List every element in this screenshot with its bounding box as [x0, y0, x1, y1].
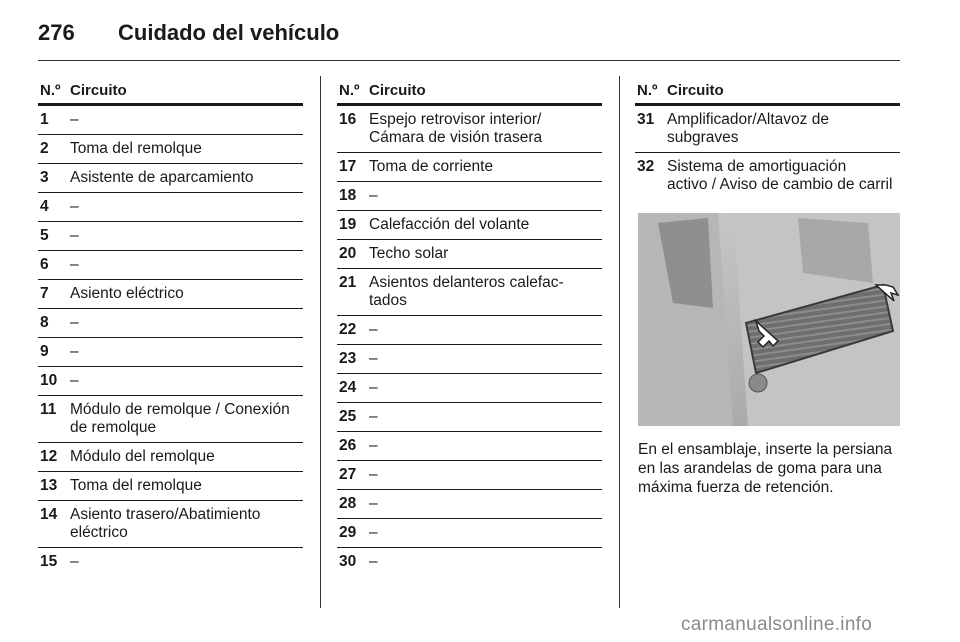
- fuse-number: 7: [40, 285, 49, 302]
- fuse-number: 27: [339, 466, 357, 483]
- circuit-name: –: [369, 553, 378, 570]
- fuse-number: 14: [40, 506, 58, 523]
- circuit-name: –: [369, 321, 378, 338]
- fuse-number: 32: [637, 158, 655, 175]
- fuse-number: 5: [40, 227, 49, 244]
- circuit-name: Asiento eléctrico: [70, 285, 184, 302]
- table-rows: [38, 106, 303, 576]
- table-row: [38, 309, 303, 338]
- table-row: [38, 367, 303, 396]
- table-header: [337, 76, 602, 106]
- fuse-number: 3: [40, 169, 49, 186]
- table-row: [38, 193, 303, 222]
- table-row: [38, 548, 303, 576]
- table-row: [337, 461, 602, 490]
- header-rule: [38, 60, 900, 61]
- circuit-name: Sistema de amortiguación activo / Aviso de cambio de carril: [667, 158, 893, 193]
- table-row: [635, 153, 900, 199]
- fuse-number: 31: [637, 111, 655, 128]
- table-row: [38, 338, 303, 367]
- fuse-number: 22: [339, 321, 357, 338]
- circuit-name: Toma del remolque: [70, 140, 202, 157]
- circuit-name: Asistente de aparcamiento: [70, 169, 254, 186]
- fuse-number: 12: [40, 448, 58, 465]
- fuse-table-column-2: [337, 76, 602, 576]
- circuit-name: Calefacción del volante: [369, 216, 530, 233]
- circuit-name: –: [70, 314, 79, 331]
- table-row: [337, 153, 602, 182]
- fuse-number: 11: [40, 401, 57, 418]
- table-row: [337, 106, 602, 153]
- table-row: [38, 396, 303, 443]
- table-row: [337, 490, 602, 519]
- fuse-number: 17: [339, 158, 357, 175]
- fuse-number: 8: [40, 314, 49, 331]
- fuse-number: 6: [40, 256, 49, 273]
- table-row: [337, 269, 602, 316]
- fuse-number: 16: [339, 111, 357, 128]
- table-row: [38, 280, 303, 309]
- circuit-name: –: [369, 187, 378, 204]
- circuit-name: Techo solar: [369, 245, 449, 262]
- circuit-name: –: [70, 111, 79, 128]
- column-divider: [619, 76, 620, 608]
- table-header: [38, 76, 303, 106]
- fuse-number: 26: [339, 437, 357, 454]
- table-row: [635, 106, 900, 153]
- column-divider: [320, 76, 321, 608]
- circuit-name: –: [369, 437, 378, 454]
- fuse-number: 15: [40, 553, 58, 570]
- fuse-number: 21: [339, 274, 357, 291]
- table-row: [337, 211, 602, 240]
- circuit-name: –: [369, 379, 378, 396]
- circuit-name: Asiento trasero/Abatimiento eléctrico: [70, 506, 261, 541]
- table-rows: [635, 106, 900, 199]
- table-row: [38, 222, 303, 251]
- col-number-header: N.º: [40, 82, 61, 99]
- fuse-number: 19: [339, 216, 357, 233]
- table-row: [337, 548, 602, 576]
- circuit-name: Módulo de remolque / Conexión de remolque: [70, 401, 290, 436]
- table-row: [38, 472, 303, 501]
- col-number-header: N.º: [339, 82, 360, 99]
- circuit-name: –: [369, 408, 378, 425]
- fuse-number: 25: [339, 408, 357, 425]
- table-row: [38, 106, 303, 135]
- fuse-number: 20: [339, 245, 357, 262]
- fuse-number: 23: [339, 350, 357, 367]
- table-rows: [337, 106, 602, 576]
- circuit-name: –: [369, 495, 378, 512]
- table-row: [38, 443, 303, 472]
- fuse-number: 4: [40, 198, 49, 215]
- page-title: Cuidado del vehículo: [118, 20, 340, 45]
- fuse-number: 28: [339, 495, 357, 512]
- table-row: [337, 519, 602, 548]
- circuit-name: –: [70, 227, 79, 244]
- circuit-name: Módulo del remolque: [70, 448, 215, 465]
- col-circuit-header: Circuito: [369, 82, 426, 99]
- circuit-name: –: [70, 343, 79, 360]
- circuit-name: –: [70, 372, 79, 389]
- page-header: [38, 14, 900, 60]
- circuit-name: –: [70, 198, 79, 215]
- fuse-number: 24: [339, 379, 357, 396]
- circuit-name: Toma del remolque: [70, 477, 202, 494]
- circuit-name: –: [70, 256, 79, 273]
- table-row: [337, 374, 602, 403]
- table-row: [337, 345, 602, 374]
- table-header: [635, 76, 900, 106]
- col-number-header: N.º: [637, 82, 658, 99]
- fuse-number: 29: [339, 524, 357, 541]
- trunk-cover-photo: [638, 213, 900, 426]
- watermark: carmanualsonline.info: [681, 614, 873, 635]
- fuse-number: 2: [40, 140, 49, 157]
- fuse-number: 18: [339, 187, 357, 204]
- circuit-name: –: [369, 524, 378, 541]
- table-row: [38, 164, 303, 193]
- caption: En el ensamblaje, inserte la persiana en las arandelas de goma para una máxima fuerza de retención.: [638, 441, 893, 496]
- circuit-name: –: [369, 350, 378, 367]
- fuse-table-column-3: [635, 76, 900, 199]
- table-row: [38, 251, 303, 280]
- table-row: [337, 316, 602, 345]
- circuit-name: –: [70, 553, 79, 570]
- table-row: [337, 182, 602, 211]
- table-row: [337, 403, 602, 432]
- table-row: [38, 135, 303, 164]
- circuit-name: Toma de corriente: [369, 158, 494, 175]
- table-row: [337, 432, 602, 461]
- page-number: 276: [38, 20, 75, 45]
- fuse-number: 9: [40, 343, 49, 360]
- circuit-name: Amplificador/Altavoz de subgraves: [667, 111, 829, 146]
- col-circuit-header: Circuito: [70, 82, 127, 99]
- fuse-number: 1: [40, 111, 49, 128]
- circuit-name: Espejo retrovisor interior/ Cámara de visión trasera: [369, 111, 543, 146]
- fuse-number: 13: [40, 477, 58, 494]
- col-circuit-header: Circuito: [667, 82, 724, 99]
- circuit-name: Asientos delanteros calefac- tados: [369, 274, 564, 309]
- table-row: [38, 501, 303, 548]
- circuit-name: –: [369, 466, 378, 483]
- fuse-table-column-1: [38, 76, 303, 576]
- fuse-number: 10: [40, 372, 58, 389]
- fuse-number: 30: [339, 553, 357, 570]
- table-row: [337, 240, 602, 269]
